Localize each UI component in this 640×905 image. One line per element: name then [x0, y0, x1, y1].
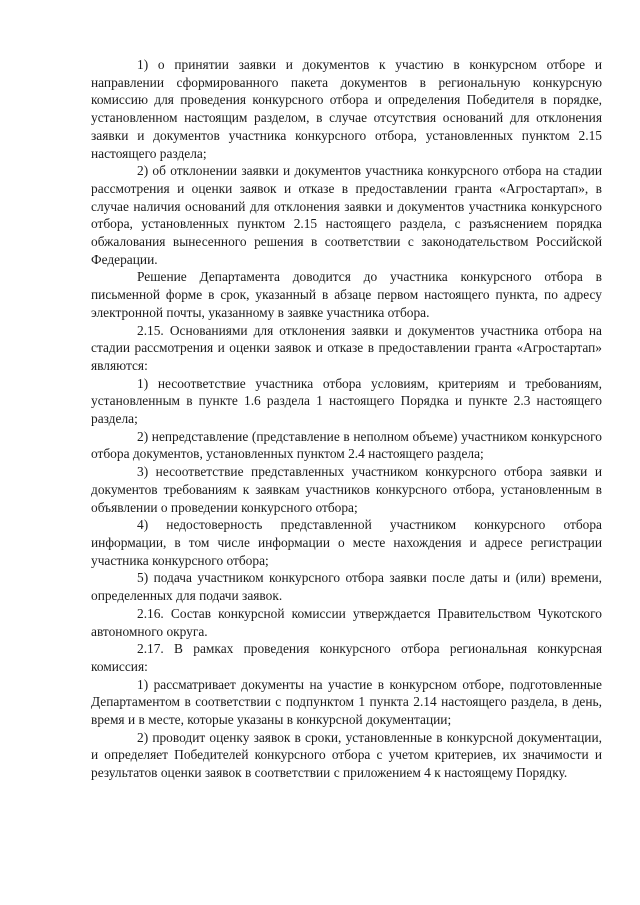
paragraph-ground-3: 3) несоответствие представленных участником конкурсного отбора заявки и документов требованиям к заявкам участников конкурсного отбора, установленным в объявлении о проведении конкурсного отбора; [91, 464, 602, 515]
paragraph-decision-notice: Решение Департамента доводится до участника конкурсного отбора в письменной форме в срок, указанный в абзаце первом настоящего пункта, по адресу электронной почты, указанному в заявке участника отбора. [91, 269, 602, 320]
paragraph-ground-2: 2) непредставление (представление в неполном объеме) участником конкурсного отбора документов, установленных пунктом 2.4 настоящего раздела; [91, 428, 602, 462]
paragraph-2-16-commission: 2.16. Состав конкурсной комиссии утверждается Правительством Чукотского автономного округа. [91, 605, 602, 639]
paragraph-decision-reject: 2) об отклонении заявки и документов участника конкурсного отбора на стадии рассмотрения и оценки заявок и отказе в предоставлении гранта «Агростартап», в случае наличия оснований для отклонения заявки и документов участника конкурсного отбора, установленных пунктом 2.15 настоящего раздела, с разъяснением порядка обжалования вынесенного решения в соответствии с законодательством Российской Федерации. [91, 163, 602, 267]
paragraph-2-17-commission-duties: 2.17. В рамках проведения конкурсного отбора региональная конкурсная комиссия: [91, 641, 602, 674]
paragraph-ground-4: 4) недостоверность представленной участником конкурсного отбора информации, в том числе информации о месте нахождения и адресе регистрации участника конкурсного отбора; [91, 517, 602, 568]
document-page [91, 56, 602, 782]
paragraph-duty-2: 2) проводит оценку заявок в сроки, установленные в конкурсной документации, и определяет Победителей конкурсного отбора с учетом критериев, их значимости и результатов оценки заявок в соответствии с приложением 4 к настоящему Порядку. [91, 729, 602, 781]
paragraph-ground-1: 1) несоответствие участника отбора условиям, критериям и требованиям, установленным в пункте 1.6 раздела 1 настоящего Порядка и пункте 2.3 настоящего раздела; [91, 375, 602, 427]
paragraph-decision-accept: 1) о принятии заявки и документов к участию в конкурсном отборе и направлении сформированного пакета документов в региональную конкурсную комиссию для проведения конкурсного отбора и определения Победителя в порядке, установленном настоящим разделом, в случае отсутствия оснований для отклонения заявки и документов участника конкурсного отбора, установленных пунктом 2.15 настоящего раздела; [91, 57, 602, 161]
paragraph-duty-1: 1) рассматривает документы на участие в конкурсном отборе, подготовленные Департаментом в соответствии с подпунктом 1 пункта 2.14 настоящего раздела, в день, время и в месте, которые указаны в конкурсной документации; [91, 676, 602, 728]
paragraph-2-15-grounds: 2.15. Основаниями для отклонения заявки и документов участника отбора на стадии рассмотрения и оценки заявок и отказе в предоставлении гранта «Агростартап» являются: [91, 322, 602, 373]
paragraph-ground-5: 5) подача участником конкурсного отбора заявки после даты и (или) времени, определенных для подачи заявок. [91, 570, 602, 604]
